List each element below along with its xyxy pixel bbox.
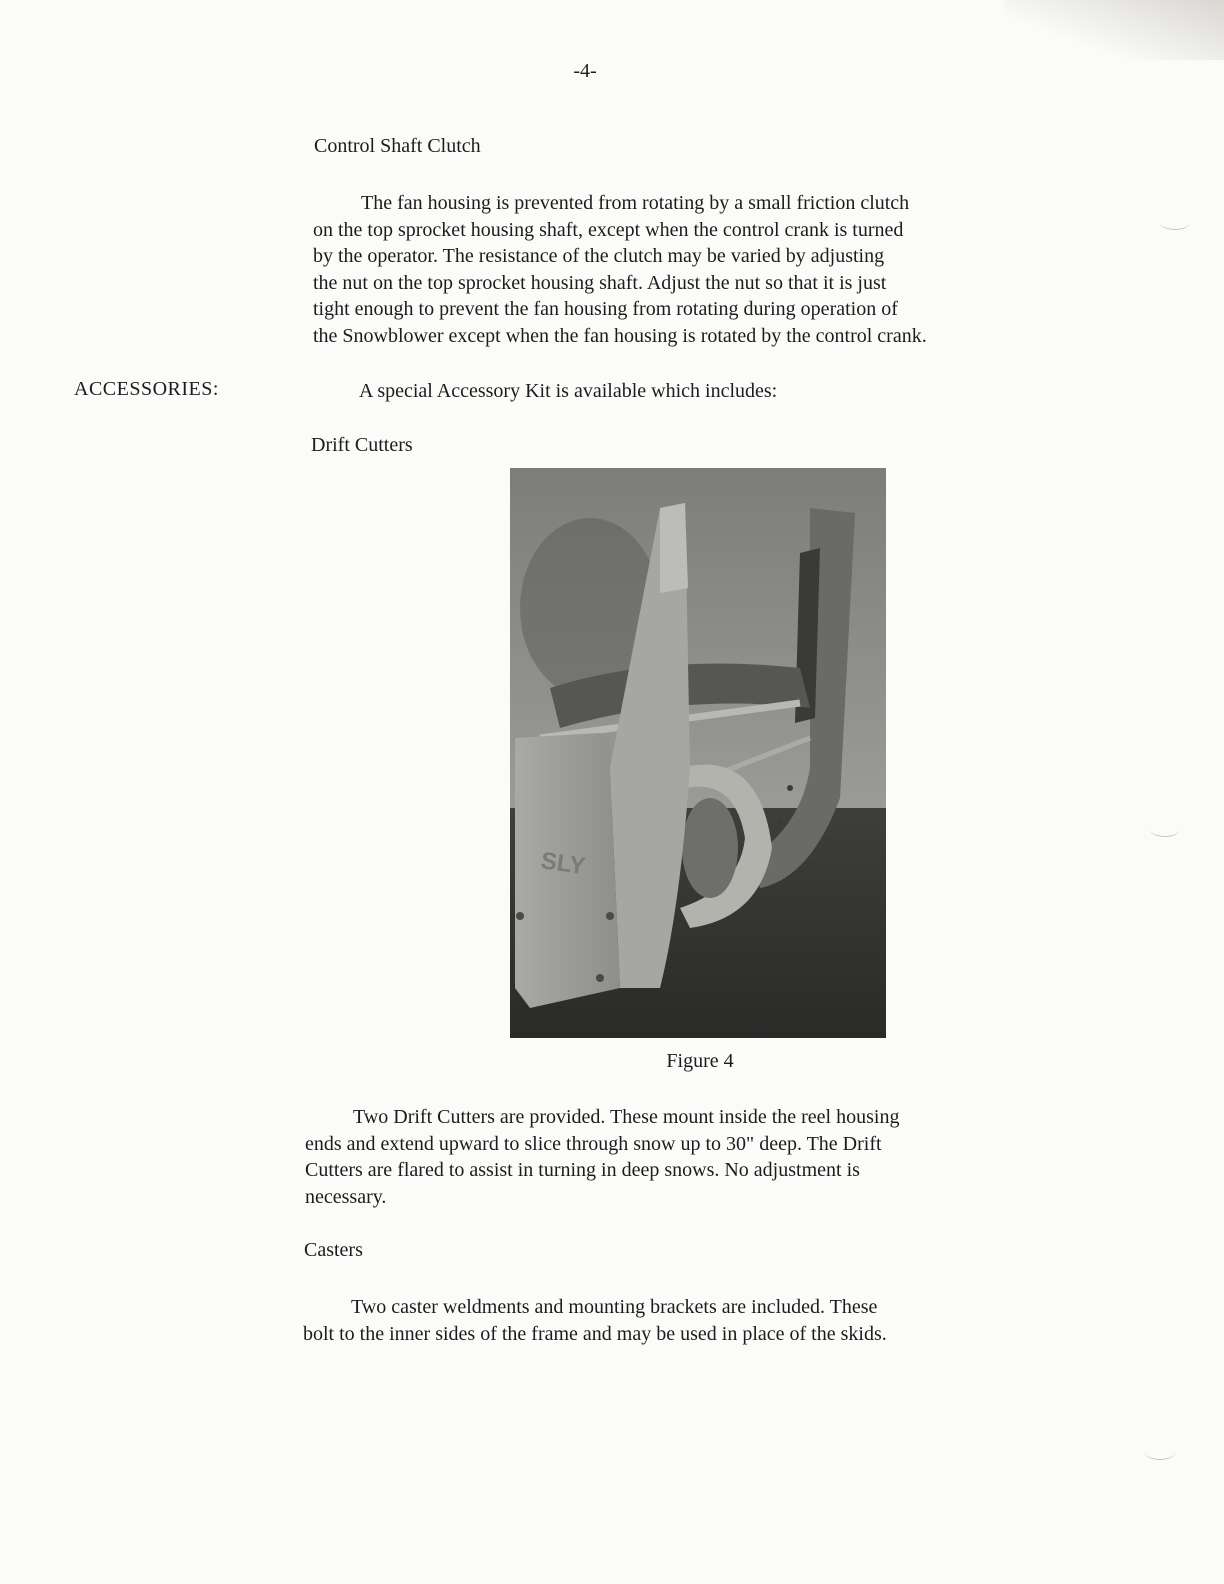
margin-mark [1150, 822, 1180, 837]
paragraph-line: the nut on the top sprocket housing shaft. Adjust the nut so that it is just [313, 271, 887, 294]
paragraph-drift-cutters [305, 1104, 1099, 1210]
accessories-intro: A special Accessory Kit is available which includes: [359, 380, 778, 402]
paragraph-line: on the top sprocket housing shaft, except when the control crank is turned [313, 218, 904, 241]
margin-mark [1145, 1445, 1175, 1460]
drift-cutter-photo-illustration [510, 468, 886, 1038]
paragraph-line: The fan housing is prevented from rotating by a small friction clutch [361, 192, 910, 214]
page-corner-shadow [1004, 0, 1224, 60]
paragraph-line: Cutters are flared to assist in turning in deep snows. No adjustment is [305, 1159, 860, 1181]
paragraph-line: bolt to the inner sides of the frame and may be used in place of the skids. [303, 1322, 887, 1345]
margin-mark [1160, 215, 1190, 230]
heading-control-shaft-clutch: Control Shaft Clutch [314, 135, 481, 157]
paragraph-line: tight enough to prevent the fan housing from rotating during operation of [313, 298, 898, 320]
paragraph-line: ends and extend upward to slice through snow up to 30" deep. The Drift [305, 1132, 882, 1155]
figure-4-caption: Figure 4 [666, 1050, 734, 1072]
paragraph-line: Two Drift Cutters are provided. These mount inside the reel housing [353, 1106, 900, 1128]
figure-4-photo [510, 468, 886, 1038]
paragraph-line: necessary. [305, 1185, 387, 1208]
paragraph-line: Two caster weldments and mounting brackets are included. These [351, 1296, 878, 1318]
paragraph-control-shaft-clutch [313, 190, 1115, 349]
page-number: -4- [573, 60, 597, 82]
paragraph-line: by the operator. The resistance of the clutch may be varied by adjusting [313, 245, 885, 267]
accessories-label: ACCESSORIES: [74, 378, 219, 400]
paragraph-casters [303, 1294, 1093, 1347]
paragraph-line: the Snowblower except when the fan housing is rotated by the control crank. [313, 324, 927, 347]
housing-stencil-text: SLY [539, 847, 587, 881]
heading-drift-cutters: Drift Cutters [311, 434, 413, 456]
heading-casters: Casters [304, 1239, 363, 1261]
